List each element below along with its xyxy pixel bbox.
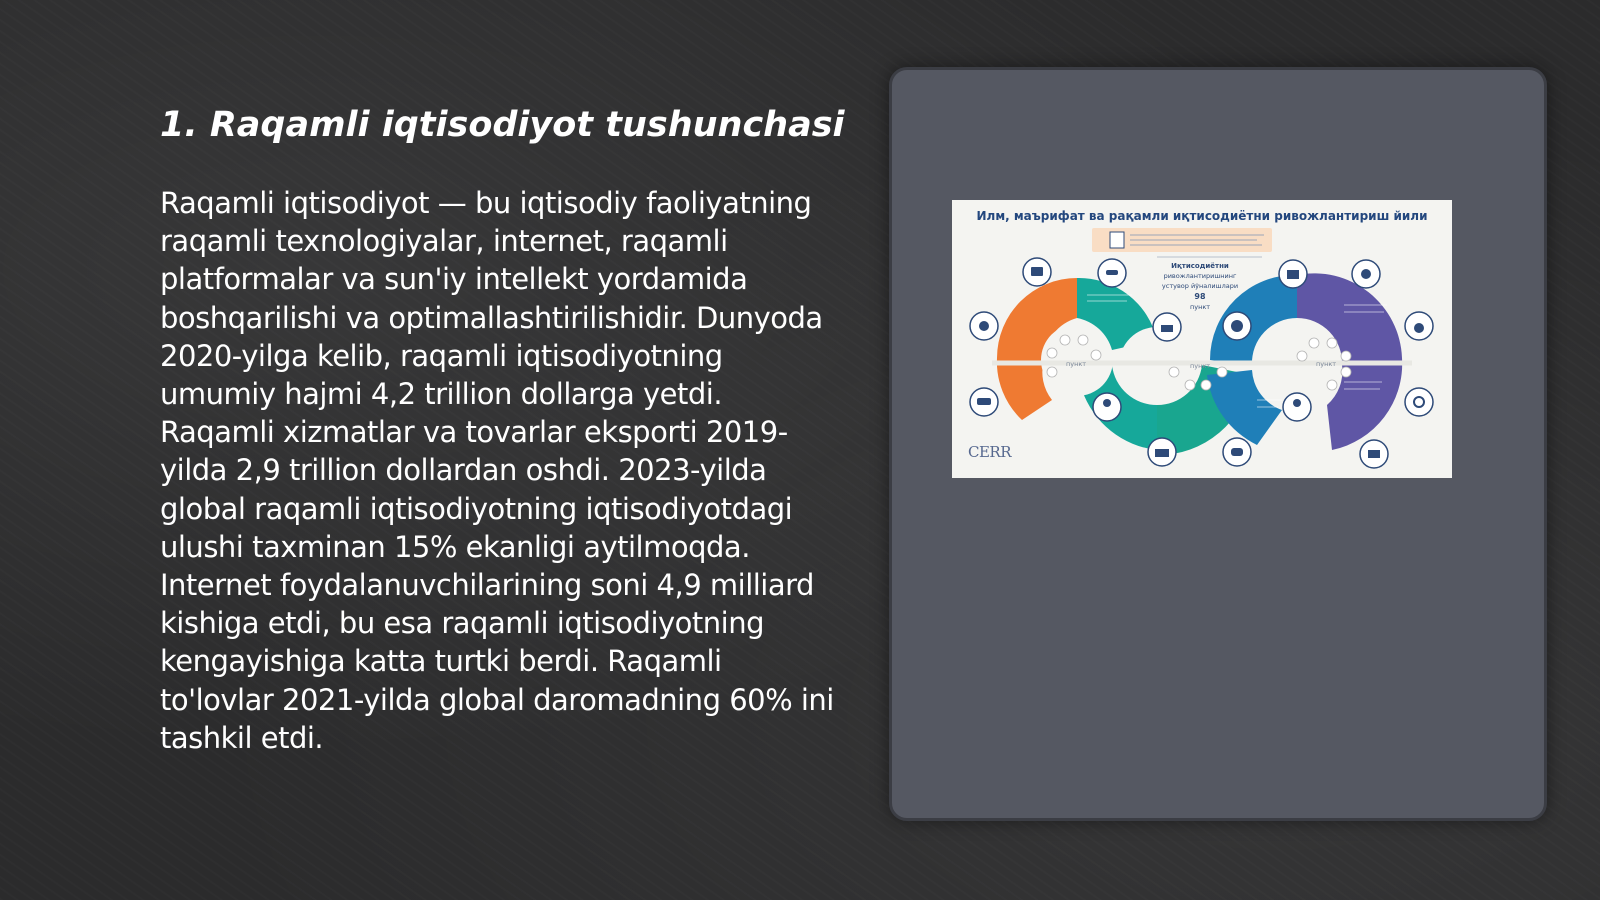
left-unit: пункт	[1065, 360, 1087, 368]
image-panel	[889, 67, 1547, 821]
document-icon	[1110, 232, 1124, 248]
slide-body-text: Raqamli iqtisodiyot — bu iqtisodiy faoliyatning raqamli texnologiyalar, internet, raqamli platformalar va sun'iy intellekt yordamida boshqarilishi va optimallashtirilishidir. Dunyoda 2020-yilga kelib, raqamli iqtisodiyotning umumiy hajmi 4,2 trillion dollarga yetdi. Raqamli xizmatlar va tovarlar eksporti 2019-yilda 2,9 trillion dollardan oshdi. 2023-yilda global raqamli iqtisodiyotning iqtisodiyotdagi ulushi taxminan 15% ekanligi aytilmoqda. Internet foydalanuvchilarining soni 4,9 milliard kishiga etdi, bu esa raqamli iqtisodiyotning kengayishiga katta turtki berdi. Raqamli to'lovlar 2021-yilda global daromadning 60% ini tashkil etdi.	[160, 186, 834, 755]
svg-text:устувор йўналишлари: устувор йўналишлари	[1161, 282, 1239, 290]
right-unit: пункт	[1315, 360, 1337, 368]
infographic-graphic	[952, 200, 1452, 478]
center-label-line1: Иқтисодиётни	[1171, 262, 1229, 270]
target-icon	[1405, 388, 1433, 416]
svg-text:пункт: пункт	[1189, 303, 1211, 311]
svg-text:ривожлантиришнинг: ривожлантиришнинг	[1163, 272, 1237, 280]
center-number: 98	[1194, 292, 1206, 301]
middle-unit: пункт	[1189, 362, 1211, 370]
infographic-title: Илм, маърифат ва рақамли иқтисодиётни ривожлантириш йили	[976, 209, 1428, 223]
infographic-image	[952, 200, 1452, 478]
infographic-brand-logo: CERR	[968, 443, 1012, 461]
slide-title: 1. Raqamli iqtisodiyot tushunchasi	[160, 105, 845, 145]
